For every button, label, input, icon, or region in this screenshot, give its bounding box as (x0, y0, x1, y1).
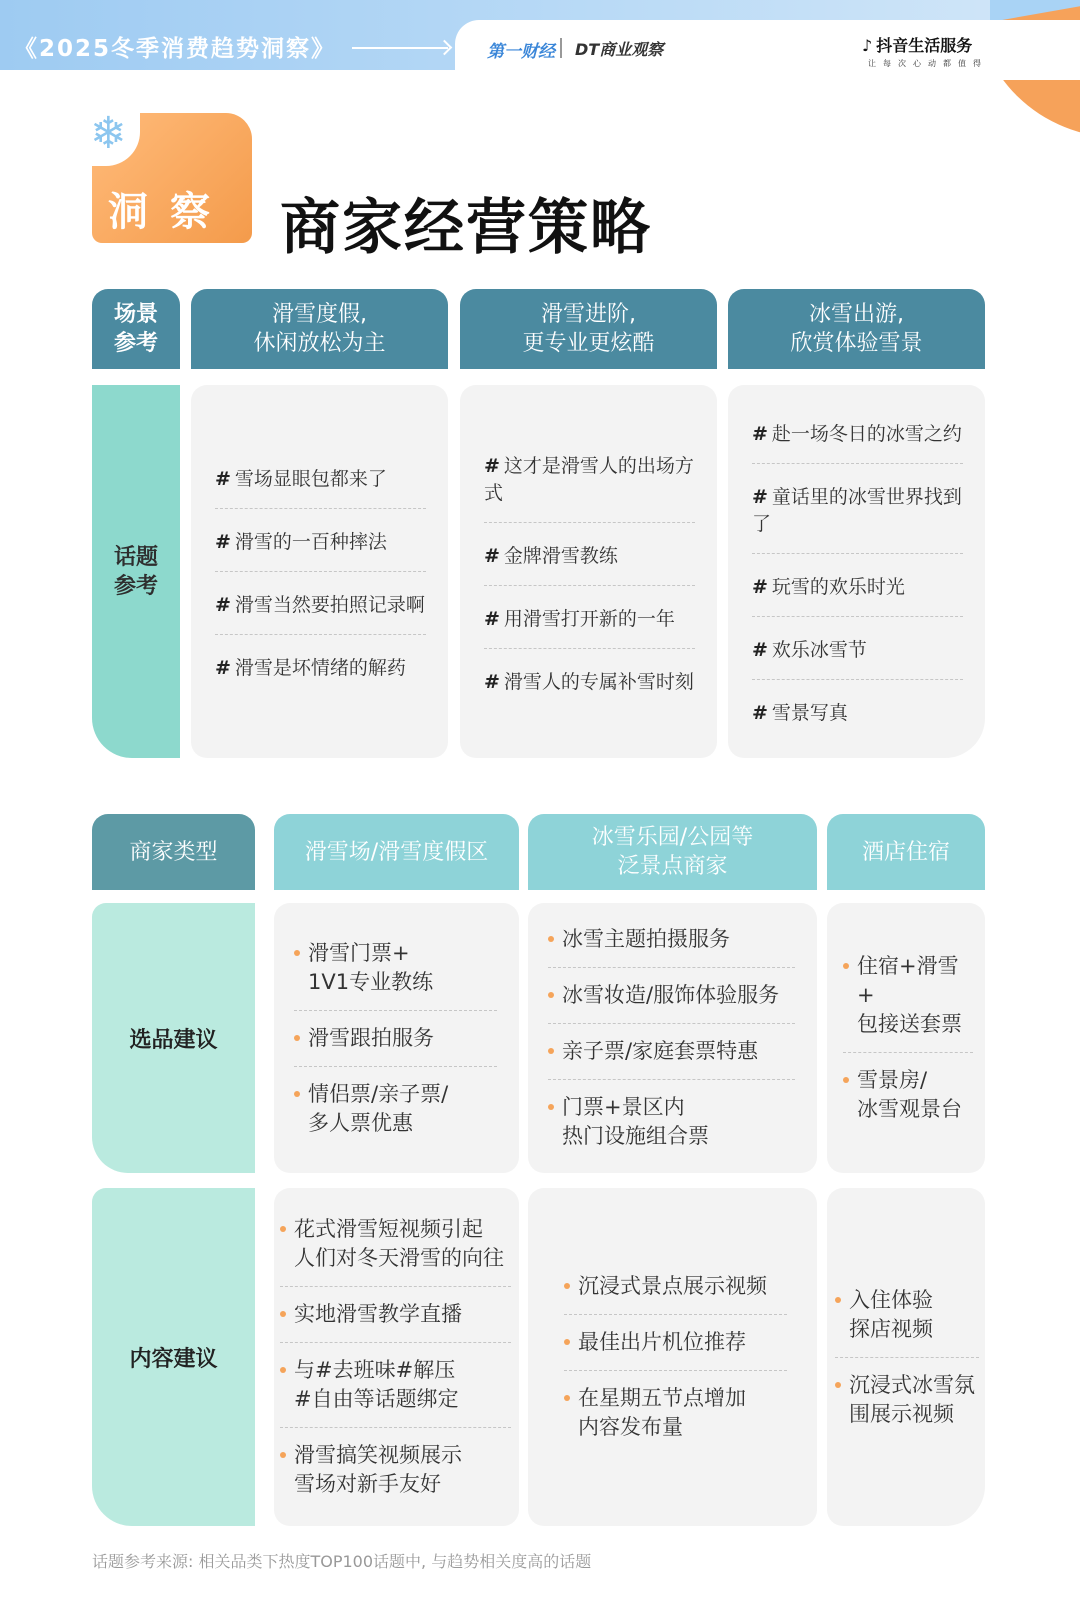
topic-item: # 金牌滑雪教练 (484, 523, 695, 586)
hash-icon: # (752, 702, 768, 724)
logo-divider (560, 38, 562, 58)
list-item: 滑雪搞笑视频展示 雪场对新手友好 (280, 1428, 511, 1512)
merchant-type-header: 商家类型 (92, 814, 255, 890)
scene-column-1: 滑雪度假, 休闲放松为主 (191, 289, 448, 369)
product-box-park (528, 903, 817, 1173)
hash-icon: # (215, 468, 231, 490)
douyin-brand (862, 33, 972, 56)
list-item: 与#去班味#解压 #自由等话题绑定 (280, 1343, 511, 1428)
topic-box-2 (460, 385, 717, 758)
merchant-column-ski: 滑雪场/滑雪度假区 (274, 814, 519, 890)
arrow-right-icon (352, 47, 448, 49)
bullet-icon (548, 936, 554, 942)
product-box-hotel (827, 903, 985, 1173)
topic-item: # 滑雪人的专属补雪时刻 (484, 670, 694, 693)
topic-item: # 赴一场冬日的冰雪之约 (752, 401, 963, 464)
bullet-icon (280, 1226, 286, 1232)
hash-icon: # (215, 594, 231, 616)
brand-tagline: 让每次心动都值得 (868, 59, 988, 68)
hash-icon: # (752, 486, 768, 508)
bullet-icon (548, 992, 554, 998)
merchant-column-hotel: 酒店住宿 (827, 814, 985, 890)
list-item: 雪景房/ 冰雪观景台 (843, 1053, 973, 1137)
list-item: 滑雪门票+ 1V1专业教练 (294, 926, 497, 1011)
list-item: 在星期五节点增加 内容发布量 (564, 1371, 787, 1455)
hash-icon: # (484, 670, 500, 693)
list-item: 冰雪妆造/服饰体验服务 (548, 968, 795, 1024)
list-item: 滑雪跟拍服务 (294, 1011, 497, 1067)
topic-item: # 欢乐冰雪节 (752, 617, 963, 680)
bullet-icon (835, 1382, 841, 1388)
music-note-icon: ♪ (862, 36, 873, 55)
yicai-logo: 第一财经 (487, 42, 555, 62)
content-suggestion-label: 内容建议 (92, 1188, 255, 1526)
list-item: 实地滑雪教学直播 (280, 1287, 511, 1343)
dt-logo: DT商业观察 (575, 40, 664, 59)
list-item: 住宿+滑雪+ 包接送套票 (843, 939, 973, 1053)
scene-column-2: 滑雪进阶, 更专业更炫酷 (460, 289, 717, 369)
content-box-hotel (827, 1188, 985, 1526)
bullet-icon (548, 1104, 554, 1110)
list-item: 情侣票/亲子票/ 多人票优惠 (294, 1067, 497, 1151)
brand-name: 抖音生活服务 (876, 36, 973, 55)
list-item: 沉浸式景点展示视频 (564, 1259, 787, 1315)
topic-box-3 (728, 385, 985, 758)
bullet-icon (564, 1395, 570, 1401)
topic-item: # 滑雪的一百种摔法 (215, 509, 426, 572)
page-title: 商家经营策略 (280, 193, 652, 263)
hash-icon: # (484, 607, 500, 630)
content-box-ski (274, 1188, 519, 1526)
hash-icon: # (752, 423, 768, 445)
hash-icon: # (484, 544, 500, 567)
list-item: 最佳出片机位推荐 (564, 1315, 787, 1371)
scene-header-label: 场景 参考 (92, 289, 180, 369)
badge-text: 洞察 (108, 189, 232, 235)
topic-item: # 滑雪是坏情绪的解药 (215, 657, 406, 679)
product-box-ski (274, 903, 519, 1173)
hash-icon: # (484, 454, 500, 477)
bullet-icon (843, 1077, 849, 1083)
bullet-icon (280, 1367, 286, 1373)
topic-item: # 雪景写真 (752, 702, 848, 724)
list-item: 沉浸式冰雪氛 围展示视频 (835, 1358, 979, 1442)
list-item: 入住体验 探店视频 (835, 1273, 979, 1358)
bullet-icon (294, 1035, 300, 1041)
snowflake-icon: ❄ (90, 108, 127, 159)
bullet-icon (280, 1311, 286, 1317)
report-title: 《2025冬季消费趋势洞察》 (14, 36, 337, 62)
hash-icon: # (752, 576, 768, 598)
bullet-icon (835, 1297, 841, 1303)
topic-row-label: 话题 参考 (92, 385, 180, 758)
topic-item: # 雪场显眼包都来了 (215, 446, 426, 509)
bullet-icon (294, 950, 300, 956)
bullet-icon (280, 1452, 286, 1458)
topic-item: # 滑雪当然要拍照记录啊 (215, 572, 426, 635)
list-item: 门票+景区内 热门设施组合票 (548, 1080, 795, 1164)
list-item: 亲子票/家庭套票特惠 (548, 1024, 795, 1080)
bullet-icon (548, 1048, 554, 1054)
topic-item: # 童话里的冰雪世界找到了 (752, 464, 963, 554)
product-suggestion-label: 选品建议 (92, 903, 255, 1173)
bullet-icon (843, 963, 849, 969)
topic-box-1 (191, 385, 448, 758)
topic-item: # 这才是滑雪人的出场方式 (484, 433, 695, 523)
bullet-icon (564, 1339, 570, 1345)
bullet-icon (564, 1283, 570, 1289)
list-item: 冰雪主题拍摄服务 (548, 912, 795, 968)
footnote: 话题参考来源: 相关品类下热度TOP100话题中, 与趋势相关度高的话题 (92, 1552, 592, 1571)
list-item: 花式滑雪短视频引起 人们对冬天滑雪的向往 (280, 1202, 511, 1287)
hash-icon: # (215, 531, 231, 553)
topic-item: # 用滑雪打开新的一年 (484, 586, 695, 649)
page-number: 13 (1046, 37, 1069, 58)
content-box-park (528, 1188, 817, 1526)
scene-column-3: 冰雪出游, 欣赏体验雪景 (728, 289, 985, 369)
bullet-icon (294, 1091, 300, 1097)
hash-icon: # (215, 657, 231, 679)
merchant-column-park: 冰雪乐园/公园等 泛景点商家 (528, 814, 817, 890)
hash-icon: # (752, 639, 768, 661)
topic-item: # 玩雪的欢乐时光 (752, 554, 963, 617)
